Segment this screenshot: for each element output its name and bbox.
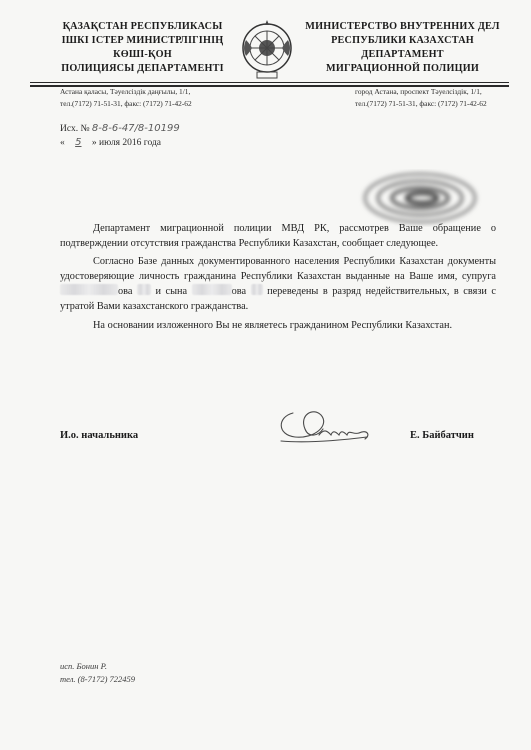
redacted-name <box>192 284 232 295</box>
date-rest: » июля 2016 года <box>91 138 161 148</box>
header-kz-line: ҚАЗАҚСТАН РЕСПУБЛИКАСЫ <box>62 21 223 32</box>
handwritten-signature <box>275 405 390 455</box>
outgoing-reference <box>60 122 180 150</box>
body-paragraph: На основании изложенного Вы не являетесь гражданином Республики Казахстан. <box>93 319 453 331</box>
date-quote-open: « <box>60 138 65 148</box>
signatory-title: И.о. начальника <box>60 430 139 441</box>
header-russian <box>300 20 505 76</box>
redacted-initials <box>251 284 263 295</box>
header-divider <box>30 82 509 83</box>
redacted-suffix: ова <box>231 286 247 298</box>
header-kz-line: КӨШІ-ҚОН <box>113 49 172 60</box>
body-text-span: Согласно Базе данных документированного населения Республики Казахстан документы удостоверяющие личность гражданина Республики Казахстан выданные на Ваше имя, супруга <box>60 256 496 282</box>
address-line: тел.(7172) 71-51-31, факс: (7172) 71-42-62 <box>355 99 487 108</box>
address-kazakh <box>60 86 192 110</box>
outgoing-number: 8-8-6-47/8-10199 <box>91 123 180 134</box>
address-line: тел.(7172) 71-51-31, факс: (7172) 71-42-62 <box>60 99 192 108</box>
date-day: 5 <box>75 137 82 148</box>
address-russian <box>355 86 487 110</box>
executor-phone: тел. (8-7172) 722459 <box>60 674 136 684</box>
body-text-span: и сына <box>155 286 188 298</box>
body-text-span: переведены в разряд недействительных, в связи с утратой Вами казахстанского гражданства. <box>60 286 496 312</box>
header-kz-line: ІШКІ ІСТЕР МИНИСТРЛІГІНІҢ <box>61 35 224 46</box>
body-paragraph <box>60 255 496 314</box>
address-line: город Астана, проспект Тәуелсіздік, 1/1, <box>355 87 482 96</box>
header-ru-line: МИНИСТЕРСТВО ВНУТРЕННИХ ДЕЛ <box>305 21 500 32</box>
redacted-suffix: ова <box>118 286 133 298</box>
header-ru-line: ДЕПАРТАМЕНТ <box>361 49 444 60</box>
state-emblem-icon <box>240 18 294 82</box>
body-paragraph: Департамент миграционной полиции МВД РК, рассмотрев Ваше обращение о подтверждении отсутствия гражданства Республики Казахстан, сообщает следующее. <box>60 223 496 249</box>
executor-info <box>60 660 135 686</box>
signatory-name: Е. Байбатчин <box>410 430 474 441</box>
header-kazakh <box>40 20 245 76</box>
executor-name: исп. Бонин Р. <box>60 661 108 671</box>
header-ru-line: МИГРАЦИОННОЙ ПОЛИЦИИ <box>326 63 479 74</box>
header-ru-line: РЕСПУБЛИКИ КАЗАХСТАН <box>331 35 474 46</box>
redacted-name <box>60 284 118 295</box>
letter-body <box>60 222 496 337</box>
outgoing-prefix: Исх. № <box>60 124 90 134</box>
address-line: Астана қаласы, Тәуелсіздік даңғылы, 1/1, <box>60 87 191 96</box>
redacted-initials <box>137 284 151 295</box>
header-kz-line: ПОЛИЦИЯСЫ ДЕПАРТАМЕНТІ <box>61 63 224 74</box>
